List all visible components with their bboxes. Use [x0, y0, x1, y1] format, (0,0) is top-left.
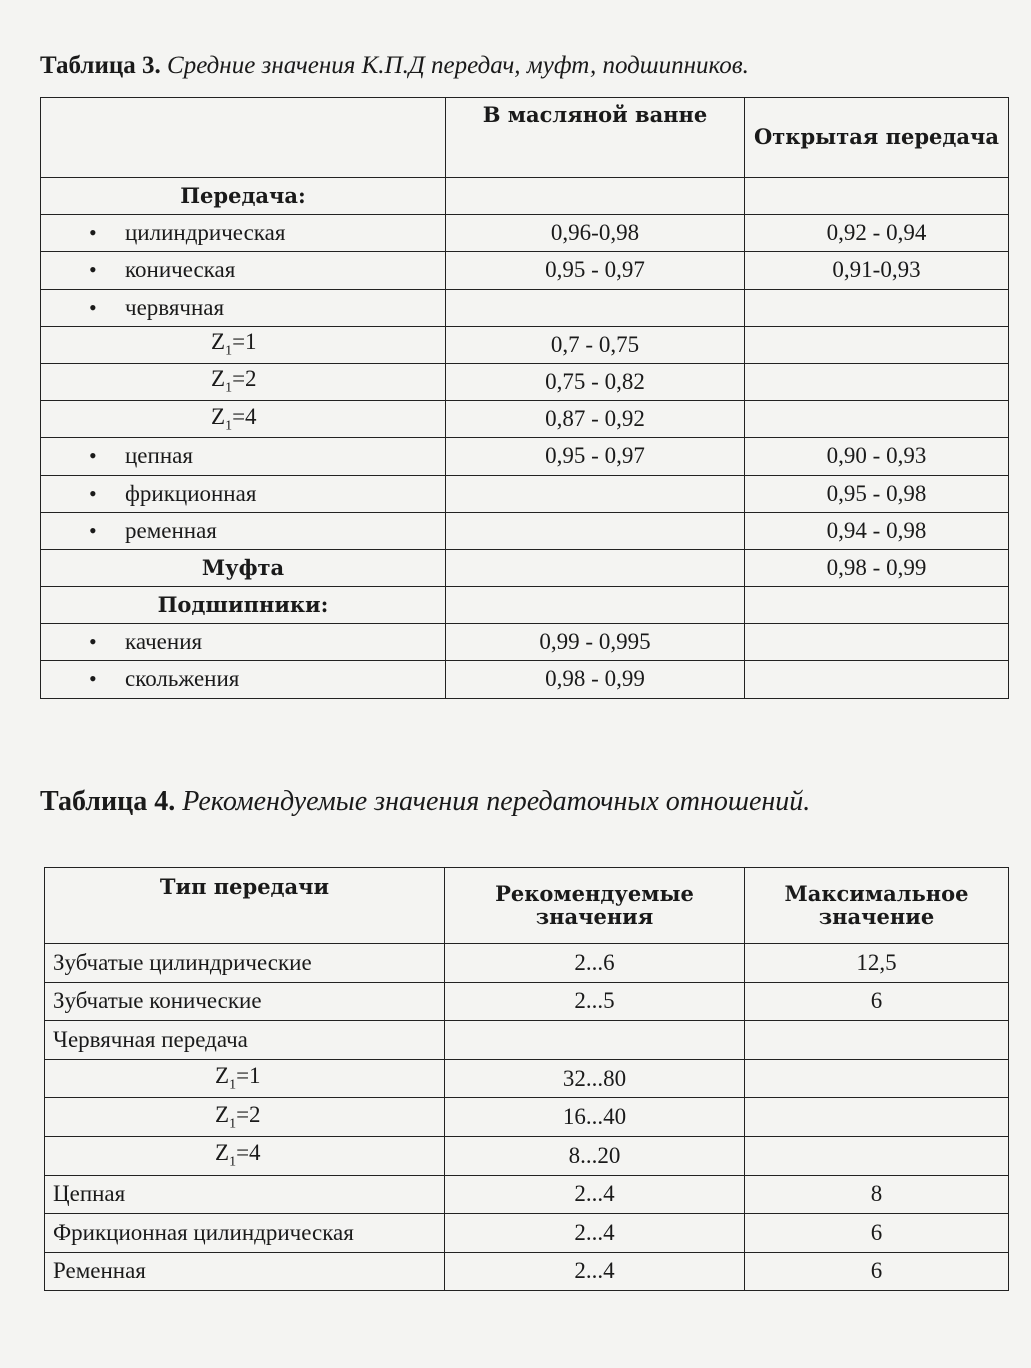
z-subscript: 1	[229, 1077, 237, 1093]
table-row	[45, 1136, 1009, 1175]
table4-header-col1: Тип передачи	[45, 868, 445, 944]
table4-header-col2: Рекомендуемые значения	[445, 868, 745, 944]
row-label: Передача:	[41, 178, 446, 215]
row-label: • качения	[41, 624, 446, 661]
value-cell-col2: 0,95 - 0,97	[446, 252, 745, 289]
value-cell-col3: 6	[745, 982, 1009, 1021]
table-row	[41, 587, 1009, 624]
value-cell-col2: 2...4	[445, 1252, 745, 1291]
value-cell-col3	[745, 1136, 1009, 1175]
table3-header-col1	[41, 98, 446, 178]
table-row	[41, 438, 1009, 475]
value-cell-col2: 0,96-0,98	[446, 215, 745, 252]
value-cell-col2: 0,87 - 0,92	[446, 401, 745, 438]
row-label: • фрикционная	[41, 475, 446, 512]
table4-ratios	[44, 867, 1009, 1291]
z-subscript: 1	[229, 1154, 237, 1170]
z-value: =2	[232, 366, 257, 392]
value-cell-col3: 8	[745, 1175, 1009, 1214]
table-row	[45, 982, 1009, 1021]
z-subscript: 1	[225, 343, 233, 359]
table3-header-row	[41, 98, 1009, 178]
z-value: =4	[236, 1140, 261, 1166]
row-label: Червячная передача	[45, 1021, 445, 1060]
table4-caption-text: Рекомендуемые значения передаточных отношений.	[182, 786, 811, 817]
z-symbol: Z	[211, 403, 226, 429]
row-label: • коническая	[41, 252, 446, 289]
row-label	[45, 1136, 445, 1175]
table3-efficiency	[40, 97, 1009, 699]
value-cell-col3	[745, 1059, 1009, 1098]
table3-caption-text: Средние значения К.П.Д передач, муфт, подшипников.	[167, 52, 749, 79]
table3-caption-number: Таблица 3.	[40, 52, 161, 79]
value-cell-col2: 0,75 - 0,82	[446, 363, 745, 400]
row-label: Зубчатые конические	[45, 982, 445, 1021]
value-cell-col3: 0,94 - 0,98	[745, 512, 1009, 549]
row-label: Подшипники:	[41, 587, 446, 624]
row-label: Фрикционная цилиндрическая	[45, 1214, 445, 1253]
z-symbol: Z	[215, 1101, 230, 1127]
value-cell-col2: 2...4	[445, 1214, 745, 1253]
table-row	[41, 252, 1009, 289]
table3-caption	[40, 52, 749, 80]
value-cell-col3: 0,95 - 0,98	[745, 475, 1009, 512]
table-row	[45, 944, 1009, 983]
value-cell-col2: 16...40	[445, 1098, 745, 1137]
z-subscript: 1	[229, 1116, 237, 1132]
value-cell-col2	[446, 512, 745, 549]
table-row	[41, 215, 1009, 252]
table4-body	[45, 944, 1009, 1291]
row-label	[41, 363, 446, 400]
value-cell-col2: 8...20	[445, 1136, 745, 1175]
value-cell-col2	[446, 178, 745, 215]
value-cell-col2: 2...5	[445, 982, 745, 1021]
value-cell-col3	[745, 1021, 1009, 1060]
z-value: =2	[236, 1101, 261, 1127]
value-cell-col3	[745, 326, 1009, 363]
table-row	[45, 1252, 1009, 1291]
z-symbol: Z	[215, 1062, 230, 1088]
z-symbol: Z	[211, 329, 226, 355]
value-cell-col2: 0,98 - 0,99	[446, 661, 745, 698]
table-row	[45, 1021, 1009, 1060]
row-label: • ременная	[41, 512, 446, 549]
value-cell-col2	[445, 1021, 745, 1060]
value-cell-col3	[745, 178, 1009, 215]
z-subscript: 1	[225, 380, 233, 396]
value-cell-col3: 6	[745, 1252, 1009, 1291]
z-value: =1	[232, 329, 257, 355]
value-cell-col2: 32...80	[445, 1059, 745, 1098]
value-cell-col3	[745, 401, 1009, 438]
z-symbol: Z	[215, 1140, 230, 1166]
value-cell-col3	[745, 661, 1009, 698]
table-row	[45, 1059, 1009, 1098]
value-cell-col2	[446, 475, 745, 512]
table-row	[41, 512, 1009, 549]
value-cell-col3	[745, 289, 1009, 326]
table3-header-col3: Открытая передача	[745, 98, 1009, 178]
row-label: • червячная	[41, 289, 446, 326]
row-label: Муфта	[41, 549, 446, 586]
table4-caption	[40, 786, 810, 818]
row-label: Зубчатые цилиндрические	[45, 944, 445, 983]
value-cell-col2	[446, 587, 745, 624]
row-label: • скольжения	[41, 661, 446, 698]
value-cell-col2	[446, 549, 745, 586]
row-label: Ременная	[45, 1252, 445, 1291]
table-row	[45, 1214, 1009, 1253]
table4-header-row	[45, 868, 1009, 944]
value-cell-col2: 2...4	[445, 1175, 745, 1214]
row-label	[41, 326, 446, 363]
table-row	[41, 326, 1009, 363]
z-value: =4	[232, 403, 257, 429]
value-cell-col3: 0,98 - 0,99	[745, 549, 1009, 586]
value-cell-col2: 2...6	[445, 944, 745, 983]
table-row	[41, 289, 1009, 326]
table-row	[41, 624, 1009, 661]
value-cell-col3: 0,90 - 0,93	[745, 438, 1009, 475]
row-label: • цепная	[41, 438, 446, 475]
table3-body	[41, 178, 1009, 699]
table-row	[41, 363, 1009, 400]
table-row	[45, 1175, 1009, 1214]
table-row	[41, 549, 1009, 586]
value-cell-col2: 0,95 - 0,97	[446, 438, 745, 475]
value-cell-col3: 6	[745, 1214, 1009, 1253]
value-cell-col3	[745, 624, 1009, 661]
row-label	[45, 1059, 445, 1098]
table4-caption-number: Таблица 4.	[40, 786, 176, 817]
table-row	[45, 1098, 1009, 1137]
value-cell-col3	[745, 363, 1009, 400]
table3-header-col2: В масляной ванне	[446, 98, 745, 178]
row-label	[45, 1098, 445, 1137]
value-cell-col3: 12,5	[745, 944, 1009, 983]
row-label: • цилиндрическая	[41, 215, 446, 252]
value-cell-col3: 0,92 - 0,94	[745, 215, 1009, 252]
value-cell-col2	[446, 289, 745, 326]
value-cell-col3	[745, 1098, 1009, 1137]
table4-header-col3: Максимальное значение	[745, 868, 1009, 944]
table-row	[41, 178, 1009, 215]
table-row	[41, 401, 1009, 438]
row-label	[41, 401, 446, 438]
z-symbol: Z	[211, 366, 226, 392]
value-cell-col3: 0,91-0,93	[745, 252, 1009, 289]
z-subscript: 1	[225, 418, 233, 434]
z-value: =1	[236, 1062, 261, 1088]
value-cell-col2: 0,7 - 0,75	[446, 326, 745, 363]
value-cell-col3	[745, 587, 1009, 624]
value-cell-col2: 0,99 - 0,995	[446, 624, 745, 661]
row-label: Цепная	[45, 1175, 445, 1214]
table-row	[41, 475, 1009, 512]
table-row	[41, 661, 1009, 698]
